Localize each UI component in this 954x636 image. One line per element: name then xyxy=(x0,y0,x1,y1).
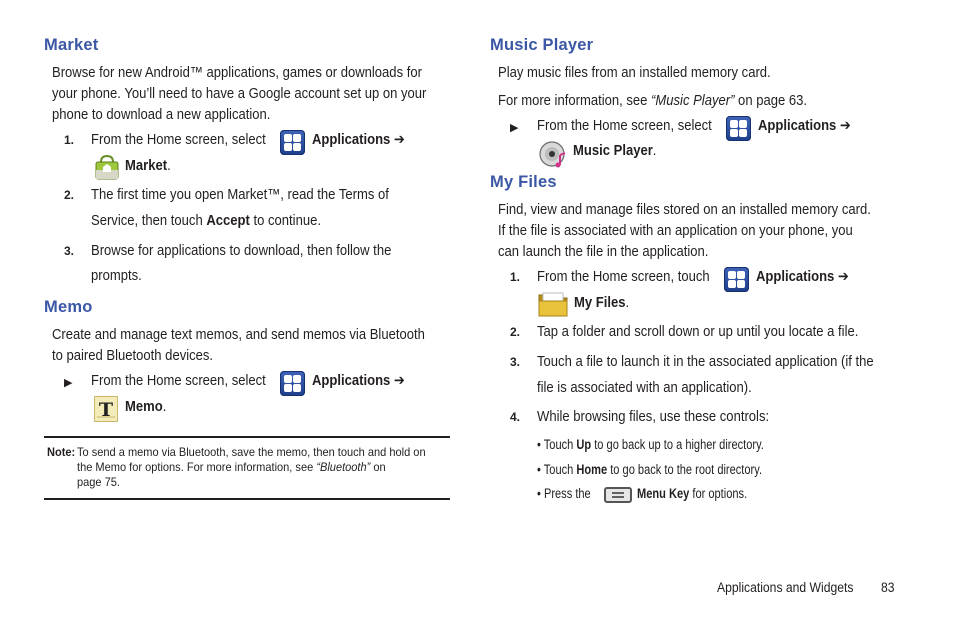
applications-icon xyxy=(726,116,751,141)
music-player-icon xyxy=(539,141,567,168)
market-intro-1: Browse for new Android™ applications, games or downloads for xyxy=(52,65,422,81)
files-step2-text: Tap a folder and scroll down or up until you locate a file. xyxy=(537,324,859,340)
applications-label: Applications ➔ xyxy=(312,132,405,148)
files-step4-text: While browsing files, use these controls: xyxy=(537,409,770,425)
footer-section-title: Applications and Widgets xyxy=(717,580,854,595)
memo-step-text: From the Home screen, select xyxy=(91,373,266,389)
menu-key-icon xyxy=(604,487,632,503)
svg-text:T: T xyxy=(98,399,114,421)
note-label: Note: xyxy=(47,445,76,459)
files-step1-text: From the Home screen, touch xyxy=(537,269,710,285)
files-intro-2: If the file is associated with an application on your phone, you xyxy=(498,223,853,239)
memo-target: Memo. xyxy=(125,399,167,415)
market-heading: Market xyxy=(44,36,99,54)
note-line3: page 75. xyxy=(77,475,120,489)
arrow-bullet-icon: ▶ xyxy=(64,377,73,389)
applications-label: Applications ➔ xyxy=(758,118,851,134)
market-intro-3: phone to download a new application. xyxy=(52,107,271,123)
market-intro-2: your phone. You’ll need to have a Google account set up on your xyxy=(52,86,427,102)
arrow-bullet-icon: ▶ xyxy=(510,122,519,134)
step-number: 3. xyxy=(510,355,521,369)
my-files-heading: My Files xyxy=(490,173,557,191)
control-up: • Touch Up to go back up to a higher directory. xyxy=(537,437,764,452)
bluetooth-link[interactable]: “Bluetooth” xyxy=(316,460,371,474)
my-files-folder-icon xyxy=(538,291,568,317)
step-number: 1. xyxy=(510,270,521,284)
applications-icon xyxy=(280,130,305,155)
step-number: 3. xyxy=(64,244,75,258)
memo-heading: Memo xyxy=(44,298,93,316)
music-more-info: For more information, see “Music Player” on page 63. xyxy=(498,93,808,109)
music-player-heading: Music Player xyxy=(490,36,594,54)
files-step3-line1: Touch a file to launch it in the associated application (if the xyxy=(537,354,874,370)
control-menu-key: Menu Key for options. xyxy=(637,486,748,501)
control-home: • Touch Home to go back to the root directory. xyxy=(537,462,763,477)
applications-label: Applications ➔ xyxy=(312,373,405,389)
files-target: My Files. xyxy=(574,295,630,311)
market-step1-text: From the Home screen, select xyxy=(91,132,266,148)
memo-intro-1: Create and manage text memos, and send memos via Bluetooth xyxy=(52,327,425,343)
market-step3-line2: prompts. xyxy=(91,268,142,284)
market-target: Market. xyxy=(125,158,171,174)
note-line1: To send a memo via Bluetooth, save the memo, then touch and hold on xyxy=(77,445,426,459)
files-intro-3: can launch the file in the application. xyxy=(498,244,709,260)
memo-intro-2: to paired Bluetooth devices. xyxy=(52,348,214,364)
market-step3-line1: Browse for applications to download, then follow the xyxy=(91,243,392,259)
note-box xyxy=(44,436,450,500)
music-target: Music Player. xyxy=(573,143,657,159)
step-number: 4. xyxy=(510,410,521,424)
market-icon xyxy=(94,155,120,180)
footer-page-number: 83 xyxy=(881,580,895,595)
note-line2: the Memo for options. For more information, see “Bluetooth” on xyxy=(77,460,386,474)
applications-label: Applications ➔ xyxy=(756,269,849,285)
step-number: 2. xyxy=(510,325,521,339)
music-step-text: From the Home screen, select xyxy=(537,118,712,134)
market-step2-line1: The first time you open Market™, read the Terms of xyxy=(91,187,389,203)
market-step2-line2: Service, then touch Accept to continue. xyxy=(91,213,321,229)
step-number: 2. xyxy=(64,188,75,202)
applications-icon xyxy=(280,371,305,396)
applications-icon xyxy=(724,267,749,292)
step-number: 1. xyxy=(64,133,75,147)
memo-icon xyxy=(94,396,118,422)
files-intro-1: Find, view and manage files stored on an installed memory card. xyxy=(498,202,871,218)
music-intro: Play music files from an installed memory card. xyxy=(498,65,771,81)
files-step3-line2: file is associated with an application). xyxy=(537,380,752,396)
control-menu-key-pre: • Press the xyxy=(537,486,591,501)
music-player-link[interactable]: “Music Player” xyxy=(651,93,735,109)
